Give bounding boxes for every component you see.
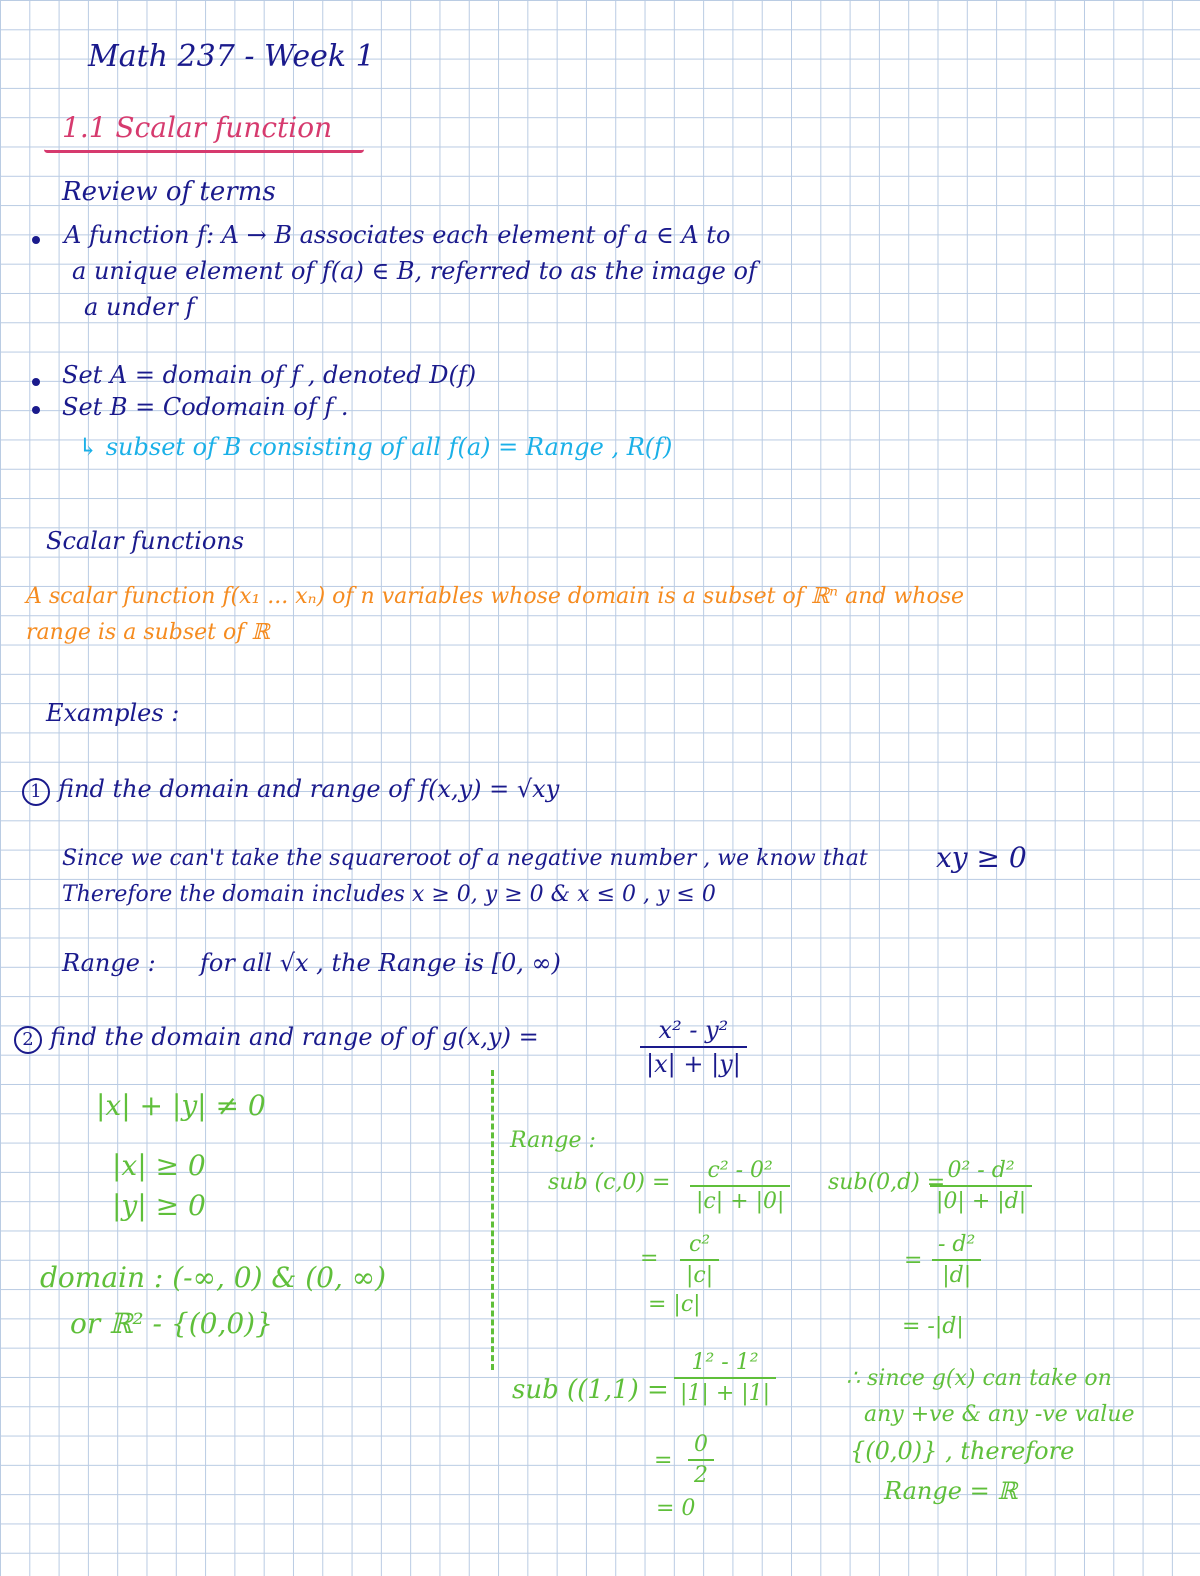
sub-3-label: sub ((1,1) = (512, 1375, 669, 1405)
sub-2-result: = -|d| (902, 1314, 964, 1339)
fraction-denominator: 2 (694, 1463, 708, 1488)
example-1-prompt (22, 776, 559, 806)
fraction-numerator: 0 (694, 1432, 708, 1457)
page-title: Math 237 - Week 1 (88, 39, 375, 74)
sub-1-label: sub (c,0) = (548, 1170, 671, 1195)
bullet-dot (32, 406, 40, 414)
review-bullet-1-line-1: A function f: A → B associates each element of a ∈ A to (64, 221, 731, 249)
example-1-range-text: for all √x , the Range is [0, ∞) (200, 949, 561, 977)
domain-condition-1: |x| + |y| ≠ 0 (96, 1089, 266, 1122)
review-heading: Review of terms (62, 177, 276, 207)
review-bullet-3-sub: ↳ subset of B consisting of all f(a) = Range , R(f) (78, 433, 673, 461)
example-1-range-label: Range : (62, 949, 156, 977)
fraction-denominator: |c| + |0| (696, 1189, 785, 1214)
example-2-prompt-text: find the domain and range of of g(x,y) = (50, 1023, 539, 1051)
equals-sign: = (640, 1246, 659, 1271)
fraction-numerator: c² - 0² (707, 1158, 773, 1183)
sub-1-step-fraction (680, 1232, 719, 1288)
fraction-denominator: |x| + |y| (646, 1050, 741, 1078)
example-1-prompt-text: find the domain and range of f(x,y) = √xy (58, 775, 560, 803)
examples-heading: Examples : (46, 699, 180, 727)
fraction-numerator: c² (689, 1232, 711, 1257)
domain-alternative: or ℝ² - {(0,0)} (70, 1307, 273, 1340)
review-bullet-1-line-3: a under f (84, 293, 195, 321)
scalar-heading: Scalar functions (46, 527, 245, 555)
fraction-numerator: - d² (938, 1232, 976, 1257)
fraction-denominator: |c| (686, 1263, 714, 1288)
review-bullet-3: Set B = Codomain of f . (62, 393, 349, 421)
review-bullet-1-line-2: a unique element of f(a) ∈ B, referred to as the image of (72, 257, 757, 285)
sub-2-fraction (930, 1158, 1032, 1214)
range-conclusion-line-4: Range = ℝ (884, 1477, 1018, 1505)
range-label: Range : (510, 1128, 596, 1153)
equals-sign: = (904, 1248, 923, 1273)
sub-3-result: = 0 (656, 1496, 696, 1521)
range-conclusion-line-2: any +ve & any -ve value (864, 1402, 1135, 1427)
sub-1-fraction (690, 1158, 790, 1214)
range-conclusion-line-1: ∴ since g(x) can take on (846, 1366, 1112, 1391)
sub-1-result: = |c| (648, 1292, 701, 1317)
fraction-denominator: |d| (942, 1263, 972, 1288)
range-conclusion-line-3: {(0,0)} , therefore (850, 1437, 1075, 1465)
review-bullet-2: Set A = domain of f , denoted D(f) (62, 361, 477, 389)
domain-condition-3: |y| ≥ 0 (112, 1189, 206, 1222)
example-1-line-2: Therefore the domain includes x ≥ 0, y ≥ 0 & x ≤ 0 , y ≤ 0 (62, 882, 716, 907)
example-2-prompt (14, 1024, 539, 1054)
sub-2-label: sub(0,d) = (828, 1170, 946, 1195)
section-heading: 1.1 Scalar function (62, 111, 333, 144)
example-number-badge: 2 (14, 1026, 42, 1054)
fraction-denominator: |0| + |d| (936, 1189, 1027, 1214)
scalar-definition-line-1: A scalar function f(x₁ ... xₙ) of n variables whose domain is a subset of ℝⁿ and whose (26, 584, 965, 609)
sub-3-fraction (674, 1350, 776, 1406)
bullet-dot (32, 236, 40, 244)
scalar-definition-line-2: range is a subset of ℝ (26, 620, 270, 645)
fraction-numerator: 1² - 1² (691, 1350, 759, 1375)
fraction-numerator: 0² - d² (947, 1158, 1015, 1183)
equals-sign: = (654, 1448, 673, 1473)
example-number-badge: 1 (22, 778, 50, 806)
example-1-line-1: Since we can't take the squareroot of a negative number , we know that (62, 846, 868, 871)
domain-condition-2: |x| ≥ 0 (112, 1149, 206, 1182)
column-divider (491, 1070, 494, 1370)
sub-2-step-fraction (932, 1232, 981, 1288)
example-2-function-fraction (640, 1016, 747, 1078)
example-1-line-1-tail: xy ≥ 0 (936, 841, 1027, 874)
fraction-denominator: |1| + |1| (680, 1381, 771, 1406)
sub-3-step-fraction (688, 1432, 714, 1488)
domain-result: domain : (-∞, 0) & (0, ∞) (40, 1261, 387, 1294)
section-underline (44, 146, 364, 153)
fraction-numerator: x² - y² (658, 1016, 729, 1044)
bullet-dot (32, 378, 40, 386)
